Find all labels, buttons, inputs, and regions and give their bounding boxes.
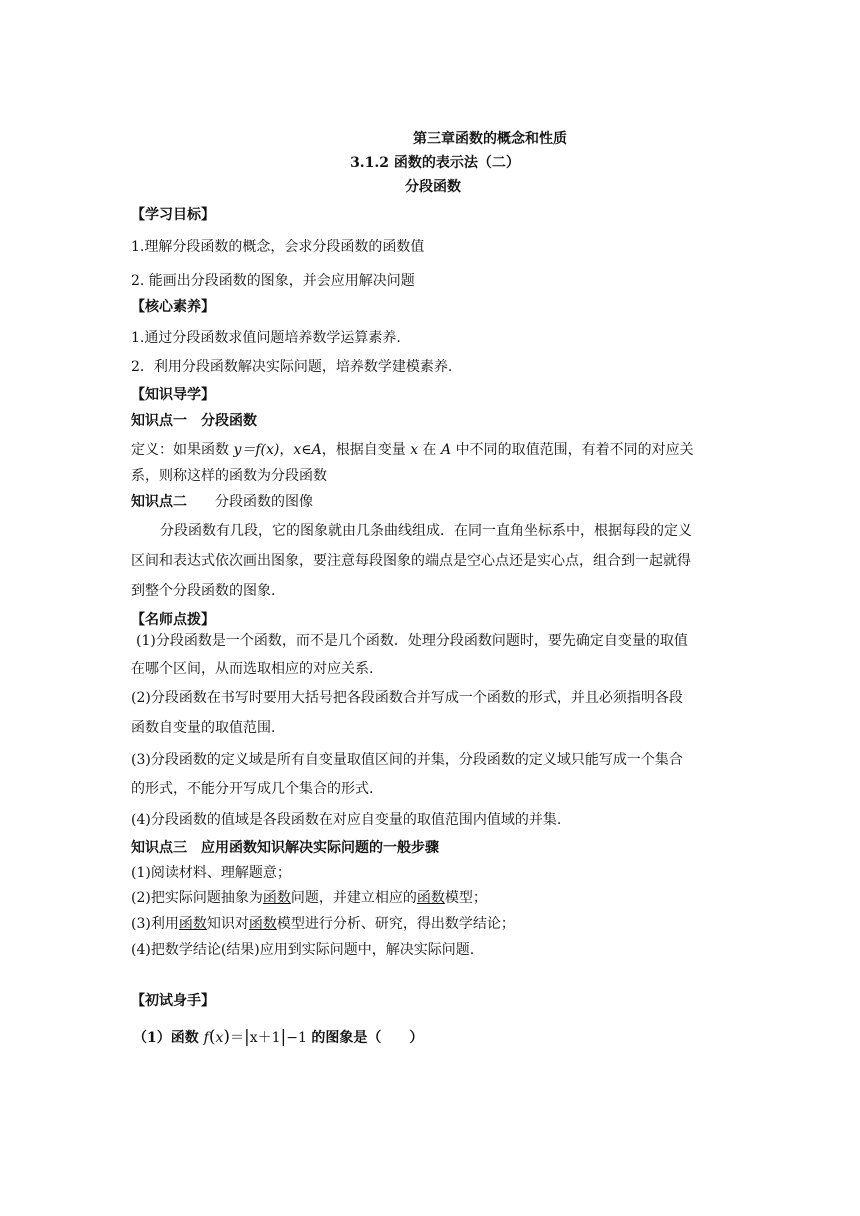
tip-item: (3)分段函数的定义域是所有自变量取值区间的并集，分段函数的定义域只能写成一个集合 [131, 752, 683, 768]
tip-item: 函数自变量的取值范围. [131, 720, 276, 736]
trial-heading: 【初试身手】 [131, 993, 215, 1009]
tip-item: 在哪个区间，从而选取相应的对应关系. [131, 661, 374, 677]
knowledge-point-3-title: 知识点三 应用函数知识解决实际问题的一般步骤 [131, 840, 439, 856]
topic-title: 分段函数 [405, 179, 461, 195]
step-item: (1)阅读材料、理解题意； [131, 865, 291, 881]
literacy-heading: 【核心素养】 [131, 299, 215, 315]
tip-item: (2)分段函数在书写时要用大括号把各段函数合并写成一个函数的形式，并且必须指明各段 [131, 690, 683, 706]
question-1: （1）函数 f(x)＝|x＋1|−1 的图象是（ ） [133, 1027, 424, 1047]
goal-item: 2. 能画出分段函数的图象，并会应用解决问题 [131, 273, 415, 289]
step-item: (2)把实际问题抽象为函数问题，并建立相应的函数模型； [131, 890, 487, 906]
question-1-formula: f(x)＝|x＋1|−1 [203, 1027, 307, 1047]
knowledge-point-1-title: 知识点一 分段函数 [131, 413, 257, 429]
guide-heading: 【知识导学】 [131, 387, 215, 403]
literacy-item: 2．利用分段函数解决实际问题，培养数学建模素养. [131, 359, 453, 375]
tips-heading: 【名师点拨】 [131, 612, 215, 628]
tip-item: 的形式，不能分开写成几个集合的形式. [131, 781, 374, 797]
section-title: 3.1.2 函数的表示法（二） [350, 155, 520, 171]
knowledge-point-2-paragraph: 区间和表达式依次画出图象，要注意每段图象的端点是空心点还是实心点，组合到一起就得 [131, 553, 691, 569]
knowledge-point-2-paragraph: 分段函数有几段，它的图象就由几条曲线组成．在同一直角坐标系中，根据每段的定义 [160, 523, 692, 539]
knowledge-point-1-definition-cont: 系，则称这样的函数为分段函数 [131, 468, 327, 484]
tip-item: (1)分段函数是一个函数，而不是几个函数．处理分段函数问题时，要先确定自变量的取值 [136, 633, 688, 649]
goals-heading: 【学习目标】 [131, 207, 215, 223]
goal-item: 1.理解分段函数的概念，会求分段函数的函数值 [131, 239, 425, 255]
literacy-item: 1.通过分段函数求值问题培养数学运算素养. [131, 330, 401, 346]
chapter-title: 第三章函数的概念和性质 [413, 131, 567, 147]
step-item: (4)把数学结论(结果)应用到实际问题中，解决实际问题. [131, 942, 475, 958]
knowledge-point-1-definition: 定义：如果函数 y＝f(x)，x∈A，根据自变量 x 在 A 中不同的取值范围，有着不同的对应关 [131, 442, 694, 458]
knowledge-point-2-paragraph: 到整个分段函数的图象. [131, 583, 276, 599]
tip-item: (4)分段函数的值域是各段函数在对应自变量的取值范围内值域的并集. [131, 812, 562, 828]
step-item: (3)利用函数知识对函数模型进行分析、研究，得出数学结论； [131, 916, 515, 932]
knowledge-point-2-title: 知识点二 分段函数的图像 [131, 494, 313, 510]
